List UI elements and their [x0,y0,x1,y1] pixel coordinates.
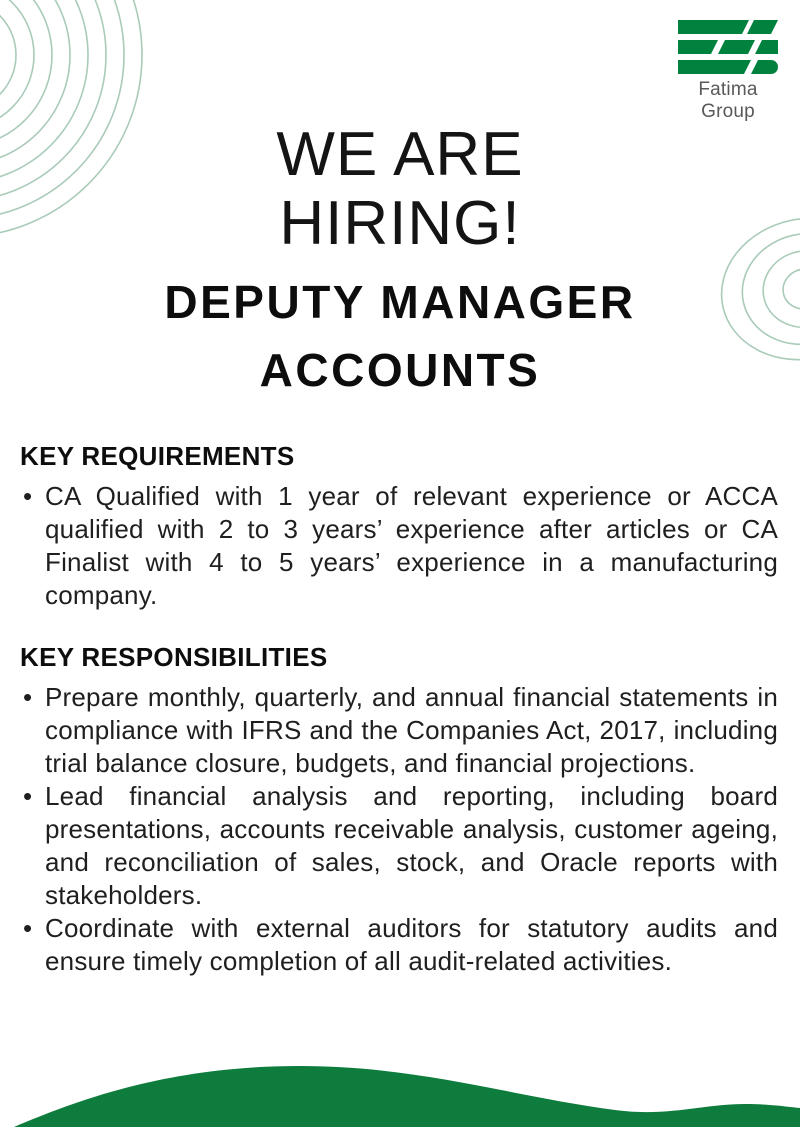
key-requirements-list [20,480,778,612]
brand-logo-block [676,20,780,123]
responsibility-item: • Prepare monthly, quarterly, and annual financial statements in compliance with IFRS and the Companies Act, 2017, including trial balance closure, budgets, and financial projections. [20,681,778,780]
position-title-line2: ACCOUNTS [259,344,541,396]
key-responsibilities-heading: KEY RESPONSIBILITIES [20,642,328,672]
section-key-requirements [20,441,778,612]
fatima-group-logo-icon [678,20,778,74]
hero-title [0,120,800,258]
key-responsibilities-list [20,681,778,978]
responsibility-item: • Lead financial analysis and reporting, including board presentations, accounts receivable analysis, customer ageing, and reconciliation of sales, stock, and Oracle reports with stakeholders. [20,780,778,912]
position-title-line1: DEPUTY MANAGER [164,276,636,328]
hero-title-line2: HIRING! [279,189,521,258]
key-requirements-heading: KEY REQUIREMENTS [20,441,295,471]
bottom-wave-decoration [0,1035,800,1127]
hero-title-line1: WE ARE [276,120,524,189]
requirement-item: • CA Qualified with 1 year of relevant experience or ACCA qualified with 2 to 3 years’ experience after articles or CA Finalist with 4 to 5 years’ experience in a manufacturing company. [20,480,778,612]
position-title [0,268,800,404]
section-key-responsibilities [20,642,778,978]
brand-name: Fatima Group [698,79,758,122]
responsibility-item: • Coordinate with external auditors for statutory audits and ensure timely completion of all audit-related activities. [20,912,778,978]
flyer-content [20,441,778,1008]
